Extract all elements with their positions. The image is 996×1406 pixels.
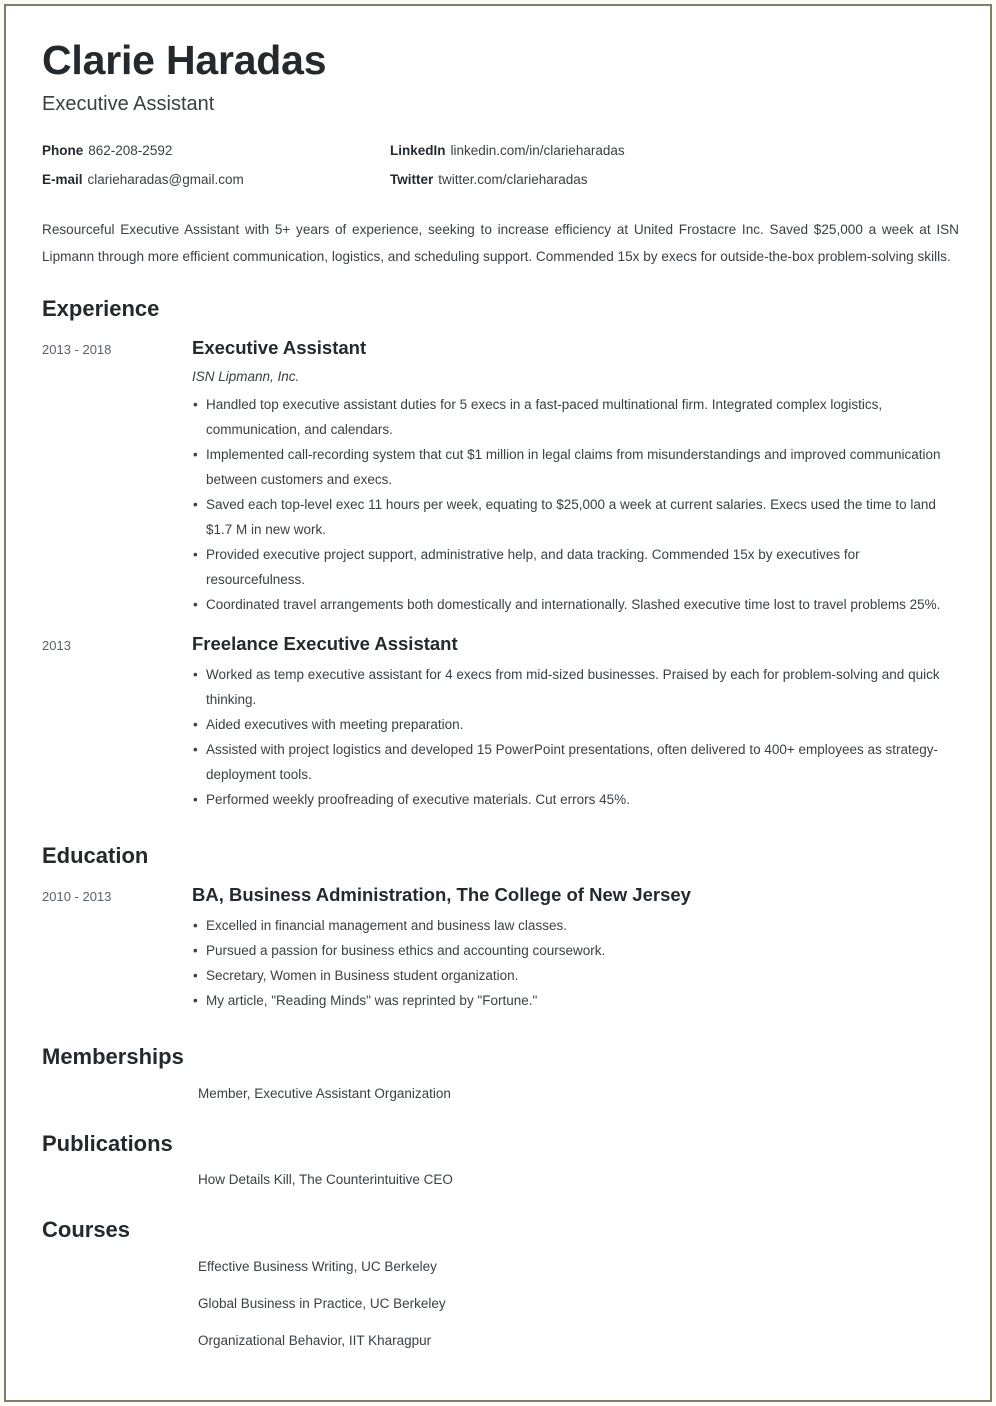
entry-date: 2013 - 2018 [42,342,112,358]
contact-email-label: E-mail [42,172,83,188]
entry-body [192,336,960,617]
resume-header [36,38,960,270]
entry-bullet-list [192,914,960,1014]
list-item: • Saved each top-level exec 11 hours per week, equating to $25,000 a week at current salaries. Execs used the time to land $1.7 M in new work. [192,493,960,543]
entry-body [192,632,960,813]
contact-phone [42,142,390,160]
section-publications [36,1131,960,1190]
contact-linkedin-label: LinkedIn [390,142,446,158]
list-item: How Details Kill, The Counterintuitive CEO [198,1172,453,1188]
courses-body [198,1258,960,1351]
entry-body [192,883,960,1014]
section-memberships [36,1044,960,1103]
entry-bullet-list [192,663,960,813]
list-item: • Provided executive project support, administrative help, and data tracking. Commended 15x by executives for resourcefulness. [192,543,960,593]
education-entry [36,883,960,1014]
list-item: Effective Business Writing, UC Berkeley [198,1258,437,1274]
section-experience [36,296,960,813]
list-item: • Implemented call-recording system that cut $1 million in legal claims from misunderstandings and improved communication between customers and execs. [192,443,960,493]
list-item: • My article, "Reading Minds" was reprinted by "Fortune." [192,989,960,1014]
entry-date: 2013 [42,637,71,653]
professional-summary: Resourceful Executive Assistant with 5+ years of experience, seeking to increase efficiency at United Frostacre Inc. Saved $25,000 a week at ISN Lipmann through more efficient communication, logistics, and scheduling support. Commended 15x by execs for outside-the-box problem-solving skills. [42,222,959,264]
experience-entry [36,632,960,813]
list-item: Organizational Behavior, IIT Kharagpur [198,1333,432,1349]
contact-email [42,171,390,189]
contact-twitter-label: Twitter [390,172,434,188]
contact-linkedin-value[interactable]: linkedin.com/in/clarieharadas [450,142,625,158]
list-item: • Handled top executive assistant duties for 5 execs in a fast-paced multinational firm. Integrated complex logistics, communication, and calendars. [192,393,960,443]
list-item: Global Business in Practice, UC Berkeley [198,1295,446,1311]
contact-twitter-value[interactable]: twitter.com/clarieharadas [438,172,588,188]
section-courses [36,1217,960,1350]
section-title-memberships: Memberships [42,1044,184,1070]
contact-phone-label: Phone [42,142,84,158]
contact-row [42,171,842,189]
list-item: • Secretary, Women in Business student organization. [192,964,960,989]
candidate-job-title: Executive Assistant [42,92,215,115]
entry-date: 2010 - 2013 [42,889,112,905]
list-item: • Coordinated travel arrangements both domestically and internationally. Slashed executive time lost to travel problems 25%. [192,593,960,618]
memberships-body [198,1085,960,1103]
contact-linkedin [390,142,625,160]
contact-twitter [390,171,588,189]
list-item: • Worked as temp executive assistant for 4 execs from mid-sized businesses. Praised by each for problem-solving and quick thinking. [192,663,960,713]
entry-heading: BA, Business Administration, The College of New Jersey [192,884,691,906]
section-title-courses: Courses [42,1217,131,1243]
entry-heading: Freelance Executive Assistant [192,632,458,654]
contact-row [42,142,842,160]
entry-organization: ISN Lipmann, Inc. [192,368,300,384]
entry-heading: Executive Assistant [192,337,367,359]
entry-bullet-list [192,393,960,618]
list-item: • Pursued a passion for business ethics and accounting coursework. [192,939,960,964]
publications-body [198,1171,960,1189]
candidate-name: Clarie Haradas [42,37,327,83]
contact-phone-value: 862-208-2592 [88,142,173,158]
list-item: Member, Executive Assistant Organization [198,1085,451,1101]
list-item: • Aided executives with meeting preparation. [192,713,960,738]
list-item: • Assisted with project logistics and developed 15 PowerPoint presentations, often delivered to 400+ employees as strategy-deployment tools. [192,738,960,788]
section-title-experience: Experience [42,296,160,321]
section-title-education: Education [42,842,149,868]
section-title-publications: Publications [42,1130,173,1156]
contact-details [42,142,842,189]
contact-email-value[interactable]: clarieharadas@gmail.com [87,172,244,188]
list-item: • Performed weekly proofreading of executive materials. Cut errors 45%. [192,788,960,813]
experience-entry [36,336,960,617]
list-item: • Excelled in financial management and business law classes. [192,914,960,939]
section-education [36,843,960,1014]
